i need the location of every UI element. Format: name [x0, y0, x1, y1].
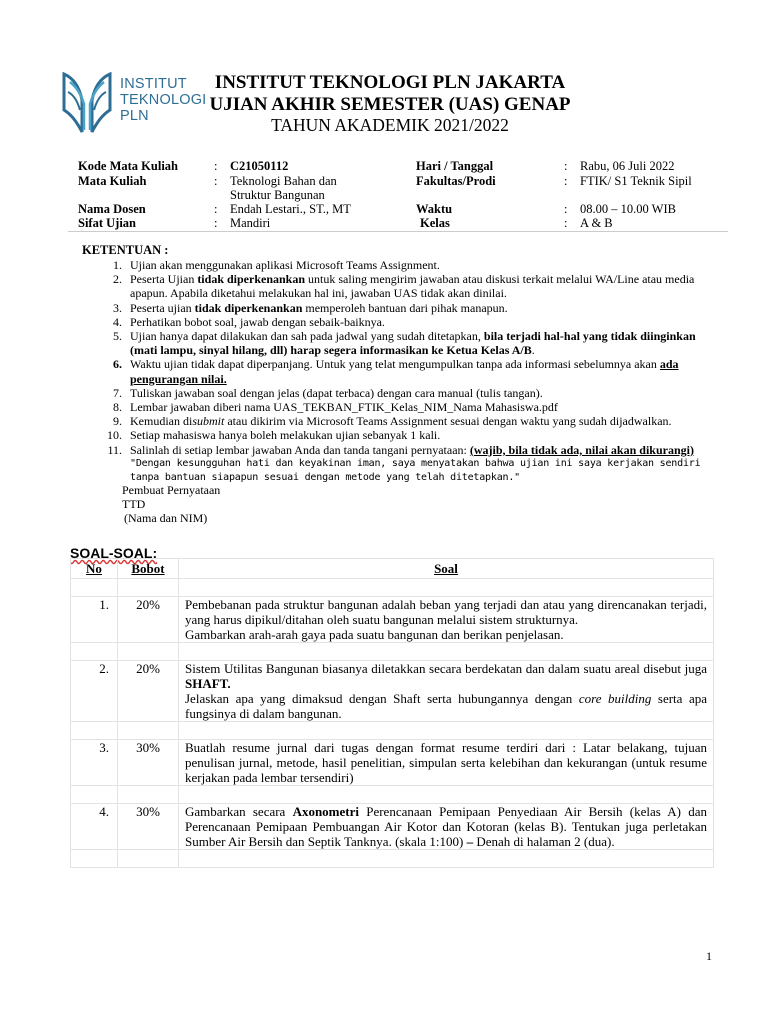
- question-text: [179, 740, 714, 786]
- list-item: [82, 357, 722, 385]
- list-item: [82, 443, 722, 457]
- info-label-sifat: Sifat Ujian: [78, 216, 136, 230]
- info-value-kelas: A & B: [580, 216, 613, 230]
- list-item: [82, 258, 722, 272]
- table-row: [71, 804, 714, 850]
- sign-ttd: TTD: [122, 497, 146, 511]
- info-colon: :: [214, 159, 218, 173]
- info-colon: :: [564, 202, 568, 216]
- list-item: [82, 400, 722, 414]
- info-colon: :: [564, 174, 568, 188]
- statement-row: [82, 457, 722, 485]
- header-bobot: Bobot: [118, 559, 179, 579]
- academic-year: TAHUN AKADEMIK 2021/2022: [271, 115, 509, 135]
- question-number: 1.: [71, 597, 118, 643]
- rule-text: untuk saling mengirim jawaban atau diskusi terkait melalui WA/Line atau media apapun. Apabila diketahui melakukan hal ini, jawaban UAS tidak akan dinilai.: [130, 272, 695, 301]
- question-weight: 20%: [118, 661, 179, 722]
- question-text: [179, 597, 714, 643]
- book-leaf-icon: [60, 70, 120, 140]
- rule-emphasis: tidak diperkenankan: [194, 300, 303, 315]
- question-number: 3.: [71, 740, 118, 786]
- rule-text: Perhatikan bobot soal, jawab dengan sebaik-baiknya.: [130, 314, 385, 329]
- rule-text: Tuliskan jawaban soal dengan jelas (dapat terbaca) dengan cara manual (tulis tangan).: [130, 385, 543, 400]
- rule-emphasis: submit: [192, 414, 225, 429]
- rule-text: Ujian hanya dapat dilakukan dan sah pada jadwal yang sudah ditetapkan,: [130, 329, 484, 344]
- list-number: 9.: [113, 414, 122, 429]
- logo-text: INSTITUT TEKNOLOGI PLN: [120, 76, 207, 124]
- info-value-waktu: 08.00 – 10.00 WIB: [580, 202, 676, 216]
- info-label-matkul: Mata Kuliah: [78, 174, 147, 188]
- header-soal: Soal: [179, 559, 714, 579]
- divider: [68, 231, 728, 232]
- question-weight: 30%: [118, 740, 179, 786]
- rule-emphasis: ada pengurangan nilai.: [130, 357, 679, 386]
- rule-text: Setiap mahasiswa hanya boleh melakukan ujian sebanyak 1 kali.: [130, 428, 441, 443]
- info-value-sifat: Mandiri: [230, 216, 271, 230]
- info-colon: :: [214, 202, 218, 216]
- rule-text: Peserta ujian: [130, 300, 195, 315]
- list-number: 2.: [113, 272, 122, 287]
- rule-text: Salinlah di setiap lembar jawaban Anda dan tanda tangani pernyataan:: [130, 442, 470, 457]
- rule-text: atau dikirim via Microsoft Teams Assignment sesuai dengan waktu yang sudah dijadwalkan.: [224, 414, 672, 429]
- questions-title: SOAL-SOAL:: [70, 545, 158, 561]
- page-number: 1: [706, 949, 712, 963]
- list-number: 6.: [113, 357, 122, 372]
- question-weight: 20%: [118, 597, 179, 643]
- list-number: 7.: [113, 385, 122, 400]
- list-item: [82, 428, 722, 442]
- rules-heading: KETENTUAN :: [82, 243, 169, 257]
- info-label-fakultas: Fakultas/Prodi: [416, 174, 496, 188]
- info-label-kelas: Kelas: [420, 216, 450, 230]
- info-value-fakultas: FTIK/ S1 Teknik Sipil: [580, 174, 692, 188]
- table-row: [71, 597, 714, 643]
- rule-emphasis: (wajib, bila tidak ada, nilai akan dikurangi): [469, 442, 694, 457]
- question-line: Gambarkan arah-arah gaya pada suatu bangunan dan berikan penjelasan.: [185, 627, 564, 642]
- rule-emphasis: tidak diperkenankan: [197, 272, 306, 287]
- rule-text: Kemudian di: [130, 414, 193, 429]
- statement-text: "Dengan kesungguhan hati dan keyakinan iman, saya menyatakan bahwa ujian ini saya kerjakan sendiri tanpa bantuan siapapun sesuai dengan metode yang telah ditetapkan.": [130, 457, 701, 484]
- info-value-matkul: Teknologi Bahan dan Struktur Bangunan: [230, 174, 337, 202]
- rule-text: Peserta Ujian: [130, 272, 198, 287]
- rule-text: Lembar jawaban diberi nama UAS_TEKBAN_FTIK_Kelas_NIM_Nama Mahasiswa.pdf: [130, 400, 558, 415]
- list-number: 4.: [113, 314, 122, 329]
- rule-text: .: [531, 343, 535, 358]
- question-line: Buatlah resume jurnal dari tugas dengan format resume terdiri dari : Latar belakang, tujuan penulisan jurnal, metode, hasil penelitian, simpulan serta kelebihan dan kekurangan (untuk resume kerjakan pada lembar tersendiri): [185, 740, 707, 785]
- info-value-dosen: Endah Lestari., ST., MT: [230, 202, 351, 216]
- question-number: 4.: [71, 804, 118, 850]
- info-label-waktu: Waktu: [416, 202, 453, 216]
- question-weight: 30%: [118, 804, 179, 850]
- question-number: 2.: [71, 661, 118, 722]
- list-item: [82, 315, 722, 329]
- info-label-dosen: Nama Dosen: [78, 202, 146, 216]
- list-number: 5.: [113, 329, 122, 344]
- list-number: 10.: [107, 428, 122, 443]
- info-value-kode: C21050112: [230, 159, 289, 173]
- list-item: [82, 414, 722, 428]
- table-header-row: [71, 559, 714, 579]
- institution-title: INSTITUT TEKNOLOGI PLN JAKARTA: [214, 72, 566, 93]
- list-number: 3.: [113, 300, 122, 315]
- question-line: Jelaskan apa yang dimaksud dengan Shaft serta hubungannya dengan core building serta apa fungsinya di dalam bangunan.: [185, 691, 707, 721]
- info-colon: :: [214, 216, 218, 230]
- list-item: [82, 386, 722, 400]
- list-number: 11.: [107, 442, 122, 457]
- info-value-hari: Rabu, 06 Juli 2022: [580, 159, 675, 173]
- question-line: Gambarkan secara Axonometri Perencanaan Pemipaan Penyediaan Air Bersih (kelas A) dan Perencanaan Pemipaan Pembuangan Air Kotor dan Kotoran (kelas B). Tentukan juga perletakan Sumber Air Bersih dan Septik Tanknya. (skala 1:100) – Denah di halaman 2 (dua).: [185, 804, 708, 849]
- list-number: 8.: [113, 400, 122, 415]
- exam-title: UJIAN AKHIR SEMESTER (UAS) GENAP: [209, 94, 571, 115]
- table-row: [71, 661, 714, 722]
- list-item: [82, 272, 722, 300]
- rule-emphasis: bila terjadi hal-hal yang tidak diinginkan (mati lampu, sinyal hilang, dll) harap segera informasikan ke Ketua Kelas A/B: [130, 329, 696, 358]
- sign-name: (Nama dan NIM): [124, 511, 208, 525]
- info-colon: :: [564, 159, 568, 173]
- questions-table: [70, 558, 714, 868]
- rule-text: Waktu ujian tidak dapat diperpanjang. Untuk yang telat mengumpulkan tanpa ada informasi sebelumnya akan: [130, 357, 660, 372]
- institution-logo: [60, 70, 210, 140]
- rules-list: [82, 258, 722, 485]
- rule-text: memperoleh bantuan dari pihak manapun.: [302, 300, 508, 315]
- info-label-kode: Kode Mata Kuliah: [78, 159, 179, 173]
- list-number: 1.: [113, 258, 122, 272]
- question-line: Pembebanan pada struktur bangunan adalah beban yang terjadi dan atau yang direncanakan terjadi, yang harus dipikul/ditahan oleh suatu bangunan melalui sistem strukturnya.: [185, 597, 707, 627]
- question-text: [179, 804, 714, 850]
- question-text: [179, 661, 714, 722]
- question-line: Sistem Utilitas Bangunan biasanya diletakkan secara berdekatan dan dalam suatu areal disebut juga SHAFT.: [185, 661, 707, 691]
- list-item: [82, 301, 722, 315]
- sign-label: Pembuat Pernyataan: [122, 483, 221, 497]
- info-colon: :: [564, 216, 568, 230]
- info-label-hari: Hari / Tanggal: [416, 159, 494, 173]
- info-colon: :: [214, 174, 218, 188]
- header-no: No: [71, 559, 118, 579]
- list-item: [82, 329, 722, 357]
- rule-text: Ujian akan menggunakan aplikasi Microsoft Teams Assignment.: [130, 258, 440, 272]
- table-row: [71, 740, 714, 786]
